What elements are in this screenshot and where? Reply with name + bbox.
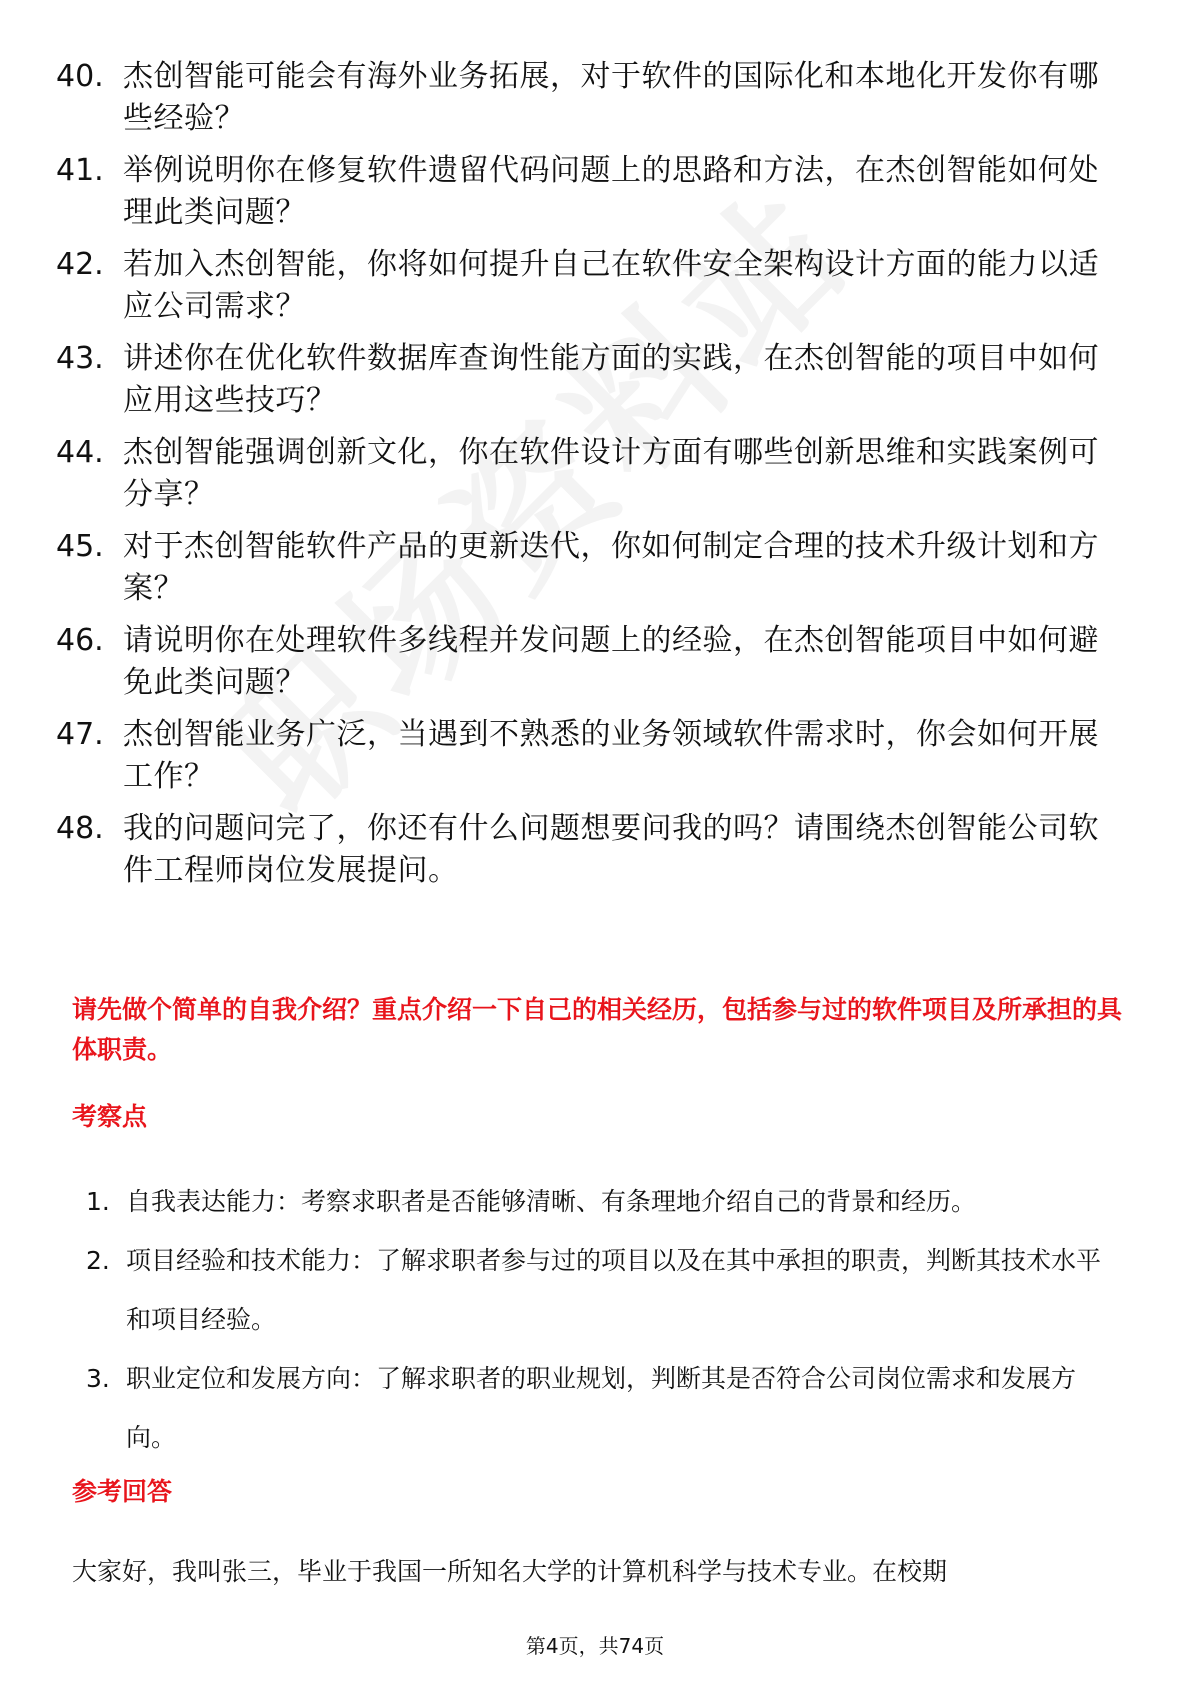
question-item bbox=[56, 432, 1116, 516]
question-text: 讲述你在优化软件数据库查询性能方面的实践，在杰创智能的项目中如何应用这些技巧？ bbox=[123, 341, 1099, 418]
question-number: 46. bbox=[56, 623, 104, 658]
list-item-text: 职业定位和发展方向：了解求职者的职业规划，判断其是否符合公司岗位需求和发展方向。 bbox=[126, 1364, 1077, 1452]
question-number: 43. bbox=[56, 341, 104, 376]
question-list bbox=[56, 56, 1116, 902]
question-number: 42. bbox=[56, 247, 104, 282]
question-text: 杰创智能强调创新文化，你在软件设计方面有哪些创新思维和实践案例可分享？ bbox=[123, 435, 1099, 512]
list-item bbox=[86, 1231, 1122, 1349]
question-text: 请说明你在处理软件多线程并发问题上的经验，在杰创智能项目中如何避免此类问题？ bbox=[123, 623, 1099, 700]
question-text: 杰创智能可能会有海外业务拓展，对于软件的国际化和本地化开发你有哪些经验？ bbox=[123, 59, 1099, 136]
page-footer: 第4页，共74页 bbox=[525, 1634, 665, 1658]
list-item-number: 1. bbox=[86, 1187, 110, 1216]
question-number: 45. bbox=[56, 529, 104, 564]
list-item bbox=[86, 1349, 1122, 1467]
assessment-points-list bbox=[86, 1172, 1122, 1467]
question-text: 对于杰创智能软件产品的更新迭代，你如何制定合理的技术升级计划和方案？ bbox=[123, 529, 1099, 606]
reference-answer-label: 参考回答 bbox=[72, 1477, 173, 1506]
list-item-number: 3. bbox=[86, 1364, 110, 1393]
question-number: 47. bbox=[56, 717, 104, 752]
question-text: 若加入杰创智能，你将如何提升自己在软件安全架构设计方面的能力以适应公司需求？ bbox=[123, 247, 1099, 324]
section-heading: 请先做个简单的自我介绍？重点介绍一下自己的相关经历，包括参与过的软件项目及所承担的具体职责。 bbox=[72, 995, 1123, 1064]
list-item-text: 自我表达能力：考察求职者是否能够清晰、有条理地介绍自己的背景和经历。 bbox=[126, 1187, 977, 1216]
question-text: 我的问题问完了，你还有什么问题想要问我的吗？请围绕杰创智能公司软件工程师岗位发展提问。 bbox=[123, 811, 1099, 888]
question-item bbox=[56, 150, 1116, 234]
question-item bbox=[56, 808, 1116, 892]
question-item bbox=[56, 56, 1116, 140]
question-number: 48. bbox=[56, 811, 104, 846]
list-item bbox=[86, 1172, 1122, 1231]
question-text: 举例说明你在修复软件遗留代码问题上的思路和方法，在杰创智能如何处理此类问题？ bbox=[123, 153, 1099, 230]
reference-answer-text: 大家好，我叫张三，毕业于我国一所知名大学的计算机科学与技术专业。在校期 bbox=[72, 1557, 948, 1586]
list-item-number: 2. bbox=[86, 1246, 110, 1275]
question-number: 41. bbox=[56, 153, 104, 188]
question-item bbox=[56, 244, 1116, 328]
question-number: 40. bbox=[56, 59, 104, 94]
question-item bbox=[56, 338, 1116, 422]
question-item bbox=[56, 526, 1116, 610]
question-number: 44. bbox=[56, 435, 104, 470]
list-item-text: 项目经验和技术能力：了解求职者参与过的项目以及在其中承担的职责，判断其技术水平和项目经验。 bbox=[126, 1246, 1102, 1334]
assessment-points-label: 考察点 bbox=[72, 1102, 148, 1131]
question-text: 杰创智能业务广泛，当遇到不熟悉的业务领域软件需求时，你会如何开展工作？ bbox=[123, 717, 1099, 794]
question-item bbox=[56, 620, 1116, 704]
question-item bbox=[56, 714, 1116, 798]
